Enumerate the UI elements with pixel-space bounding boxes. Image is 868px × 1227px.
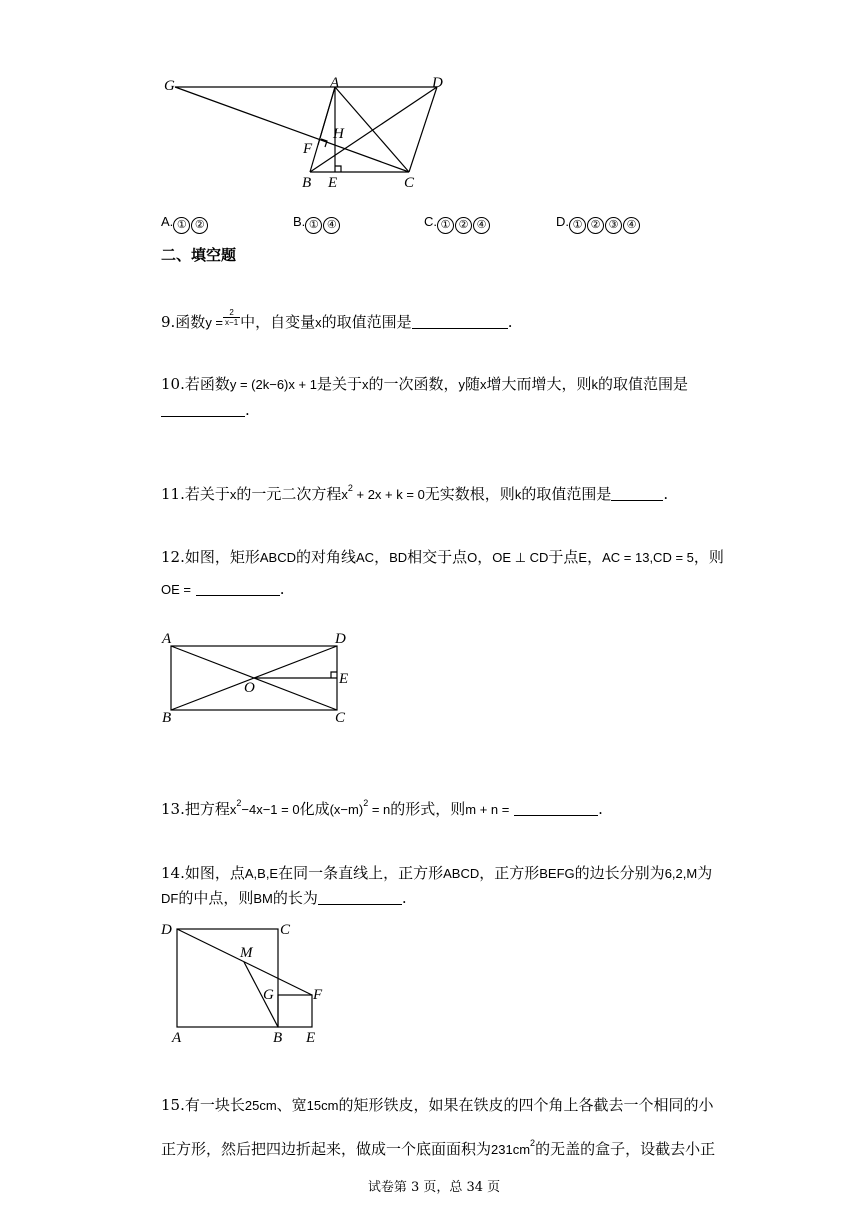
q11-expr: x: [341, 487, 348, 502]
q11-text: 的取值范围是: [521, 485, 612, 503]
q14-math: BEFG: [539, 866, 575, 881]
q12-text: ，: [477, 548, 493, 566]
q11-answer-blank[interactable]: [611, 486, 663, 501]
label-A: A: [172, 1030, 182, 1046]
q9-prefix: 9.函数: [161, 313, 206, 331]
label-B: B: [302, 175, 312, 191]
circle-number: ②: [191, 217, 208, 234]
q15-text: 的矩形铁皮，如果在铁皮的四个角上各截去一个相同的小: [338, 1096, 714, 1114]
q9-middle: 中，自变量: [240, 313, 316, 331]
question-15-line2: [161, 1132, 715, 1161]
circle-number: ④: [623, 217, 640, 234]
question-14-line2: [161, 887, 407, 910]
q11-text: 的一元二次方程: [236, 485, 342, 503]
q11-expr: + 2x + k = 0: [352, 487, 425, 502]
page-footer: 试卷第 3 页，总 34 页: [367, 1180, 501, 1195]
q10-text: 随: [464, 375, 480, 393]
q14-prefix: 14.如图，点: [161, 864, 245, 882]
q14-math: A,B,E: [244, 866, 279, 881]
label-E: E: [306, 1030, 316, 1046]
question-12-line2: [161, 578, 285, 601]
q10-text: 的一次函数，: [368, 375, 459, 393]
figure-rectangle: [155, 625, 365, 730]
q12-prefix: 12.如图，矩形: [161, 548, 260, 566]
question-10: [161, 373, 688, 396]
circle-number: ①: [569, 217, 586, 234]
q13-prefix: 13.把方程: [161, 800, 230, 818]
q10-x: x: [479, 377, 487, 392]
q15-math: 231cm: [491, 1142, 531, 1157]
option-b[interactable]: [293, 214, 341, 234]
q15-text: 的无盖的盒子，设截去小正: [535, 1140, 716, 1158]
label-M: M: [240, 945, 253, 961]
q14-math: DF: [161, 891, 179, 906]
q14-math: 6,2,M: [664, 866, 698, 881]
q10-text: 增大而增大，则: [486, 375, 592, 393]
circle-number: ④: [473, 217, 490, 234]
q13-text: 的形式，则: [390, 800, 466, 818]
q15-math: 15cm: [306, 1098, 339, 1113]
q12-math: AC = 13,CD = 5: [602, 550, 694, 565]
label-A: A: [330, 75, 340, 91]
q11-x: x: [229, 487, 237, 502]
circle-number: ①: [173, 217, 190, 234]
q14-text: 的边长分别为: [574, 864, 665, 882]
q12-math: OE ⊥ CD: [492, 550, 549, 565]
q13-expr: = n: [368, 802, 391, 817]
circle-number: ③: [605, 217, 622, 234]
q12-math: BD: [389, 550, 408, 565]
q13-text: 化成: [299, 800, 330, 818]
option-a-letter: A.: [161, 214, 174, 229]
question-14: [161, 862, 712, 885]
q12-oe: OE =: [161, 582, 191, 597]
q14-math: ABCD: [443, 866, 480, 881]
q12-math: AC: [356, 550, 375, 565]
q13-sup: 2: [236, 798, 242, 808]
q10-end: .: [245, 401, 250, 419]
q9-answer-blank[interactable]: [412, 314, 508, 329]
q10-expr: y = (2k−6)x + 1: [229, 377, 317, 392]
q12-text: ，: [587, 548, 603, 566]
q9-end: .: [507, 313, 513, 331]
option-b-letter: B.: [293, 214, 306, 229]
q11-end: .: [663, 485, 669, 503]
circle-number: ②: [455, 217, 472, 234]
q13-answer-blank[interactable]: [514, 801, 598, 816]
question-9: [161, 308, 512, 334]
q11-prefix: 11.若关于: [161, 485, 230, 503]
q9-suffix: 的取值范围是: [321, 313, 412, 331]
label-F: F: [313, 987, 323, 1003]
label-C: C: [280, 922, 291, 938]
label-B: B: [273, 1030, 283, 1046]
q9-y: y =: [205, 315, 224, 330]
q13-end: .: [598, 800, 603, 818]
q14-text: 在同一条直线上，正方形: [278, 864, 444, 882]
label-O: O: [244, 680, 255, 696]
q14-text: 的长为: [272, 889, 318, 907]
option-c[interactable]: [424, 214, 491, 234]
q15-sup: 2: [530, 1138, 536, 1148]
q13-expr: (x−m): [329, 802, 364, 817]
label-D: D: [335, 631, 346, 647]
q12-text: 的对角线: [295, 548, 356, 566]
q12-end: .: [279, 580, 285, 598]
q11-sup: 2: [347, 483, 353, 493]
circle-number: ①: [437, 217, 454, 234]
q12-answer-blank[interactable]: [196, 581, 280, 596]
q12-text: 于点: [548, 548, 579, 566]
q12-math: E: [578, 550, 588, 565]
q12-text: 相交于点: [407, 548, 468, 566]
question-13: [161, 792, 603, 821]
q11-k: k: [514, 487, 522, 502]
q14-answer-blank[interactable]: [318, 890, 402, 905]
label-G: G: [164, 78, 175, 94]
q10-text: 的取值范围是: [598, 375, 689, 393]
q12-math: O: [467, 550, 478, 565]
q12-text: ，: [374, 548, 390, 566]
q10-prefix: 10.若函数: [161, 375, 230, 393]
option-d[interactable]: [556, 214, 641, 234]
q12-math: ABCD: [259, 550, 296, 565]
q9-fraction: [223, 308, 240, 327]
label-G: G: [263, 987, 274, 1003]
q15-text: 、宽: [276, 1096, 307, 1114]
q10-text: 是关于: [316, 375, 362, 393]
q10-k: k: [591, 377, 598, 392]
question-15: [161, 1094, 713, 1117]
option-c-letter: C.: [424, 214, 437, 229]
option-a[interactable]: [161, 214, 209, 234]
q10-answer-blank[interactable]: [161, 402, 245, 417]
label-D: D: [432, 75, 443, 91]
option-d-letter: D.: [556, 214, 569, 229]
q10-y: y: [458, 377, 465, 392]
q13-expr: −4x−1 = 0: [241, 802, 300, 817]
q13-sup: 2: [363, 798, 369, 808]
label-F: F: [303, 141, 313, 157]
q15-text: 正方形，然后把四边折起来，做成一个底面面积为: [161, 1140, 492, 1158]
label-A: A: [162, 631, 172, 647]
label-E: E: [328, 175, 338, 191]
label-C: C: [404, 175, 415, 191]
figure-parallelogram: [150, 70, 460, 195]
label-H: H: [333, 126, 344, 142]
q13-expr: x: [229, 802, 237, 817]
question-12: [161, 546, 724, 569]
q11-text: 无实数根，则: [424, 485, 515, 503]
q9-frac-num: 2: [223, 308, 240, 318]
q14-math: BM: [253, 891, 273, 906]
q14-text: ，正方形: [479, 864, 540, 882]
q15-prefix: 15.有一块长: [161, 1096, 245, 1114]
question-10-line2: [161, 399, 250, 421]
label-B: B: [162, 710, 172, 726]
question-11: [161, 477, 668, 506]
q15-math: 25cm: [244, 1098, 277, 1113]
section-title: 二、填空题: [161, 246, 237, 264]
label-E: E: [339, 671, 349, 687]
circle-number: ①: [305, 217, 322, 234]
q14-text: 的中点，则: [178, 889, 254, 907]
q13-expr: m + n =: [465, 802, 510, 817]
q10-x: x: [361, 377, 369, 392]
q14-end: .: [401, 889, 407, 907]
label-C: C: [335, 710, 346, 726]
q14-text: 为: [697, 864, 713, 882]
q9-frac-den: x−1: [225, 318, 239, 327]
figure-squares: [155, 915, 345, 1050]
circle-number: ④: [323, 217, 340, 234]
label-D: D: [161, 922, 172, 938]
circle-number: ②: [587, 217, 604, 234]
q12-text: ，则: [693, 548, 724, 566]
q9-var: x: [315, 315, 322, 330]
